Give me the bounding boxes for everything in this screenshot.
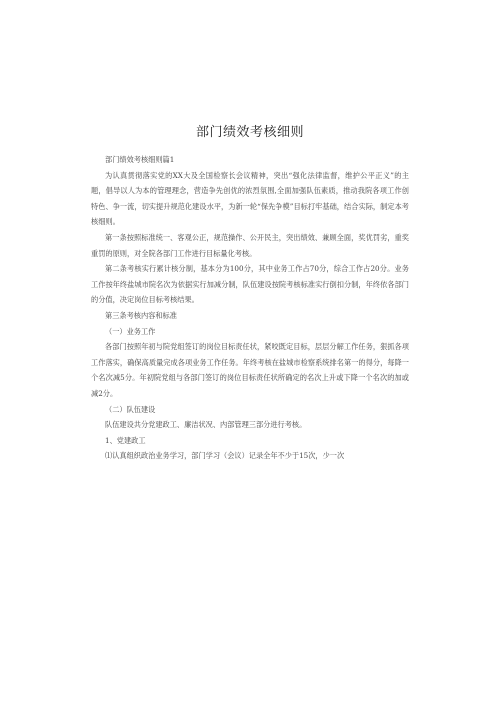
document-body xyxy=(91,152,409,464)
paragraph-team: 队伍建设共分党建政工、廉洁状况、内部管理三部分进行考核。 xyxy=(105,420,307,430)
paragraph-article-2: 第二条考核实行累计核分制，基本分为100分，其中业务工作占70分，综合工作占20分。业务工作按年终盐城市院名次为依据实行加减分制，队伍建设按院考核标准实行倒扣分制，年终依各部门的分值，决定岗位目标考核结果。 xyxy=(91,264,409,305)
document-title: 部门绩效考核细则 xyxy=(195,125,304,140)
section-heading-business: （一）业务工作 xyxy=(105,326,156,336)
paragraph-article-3: 第三条考核内容和标准 xyxy=(105,310,177,320)
paragraph-party-item-1: ⑴认真组织政治业务学习，部门学习（会议）记录全年不少于15次，少一次 xyxy=(105,451,345,461)
section-heading-team: （二）队伍建设 xyxy=(105,404,156,414)
subsection-heading-party: 1、党建政工 xyxy=(105,435,146,445)
paragraph-intro: 为认真贯彻落实党的XX大及全国检察长会议精神，突出“强化法律监督，维护公平正义”的主题，倡导以人为本的管理理念，营造争先创优的浓烈氛围,全面加强队伍素质，推动我院各项工作创特色、争一流，切实提升规范化建设水平，为新一轮“保先争模”目标打牢基础，结合实际，制定本考核细则。 xyxy=(91,170,409,227)
paragraph-article-1: 第一条按照标准统一、客观公正，规范操作、公开民主，突出绩效、兼顾全面，奖优罚劣，重奖重罚的原则，对全院各部门工作进行目标量化考核。 xyxy=(91,232,409,258)
paragraph-business: 各部门按照年初与院党组签订的岗位目标责任状，紧咬既定目标，层层分解工作任务，狠抓各项工作落实，确保高质量完成各项业务工作任务。年终考核在盐城市检察系统排名第一的得分，每降一个名次减5分。年初院党组与各部门签订的岗位目标责任状所确定的名次上升或下降一个名次的加或减2分。 xyxy=(91,342,409,398)
paragraph-subtitle: 部门绩效考核细则篇1 xyxy=(105,155,175,164)
